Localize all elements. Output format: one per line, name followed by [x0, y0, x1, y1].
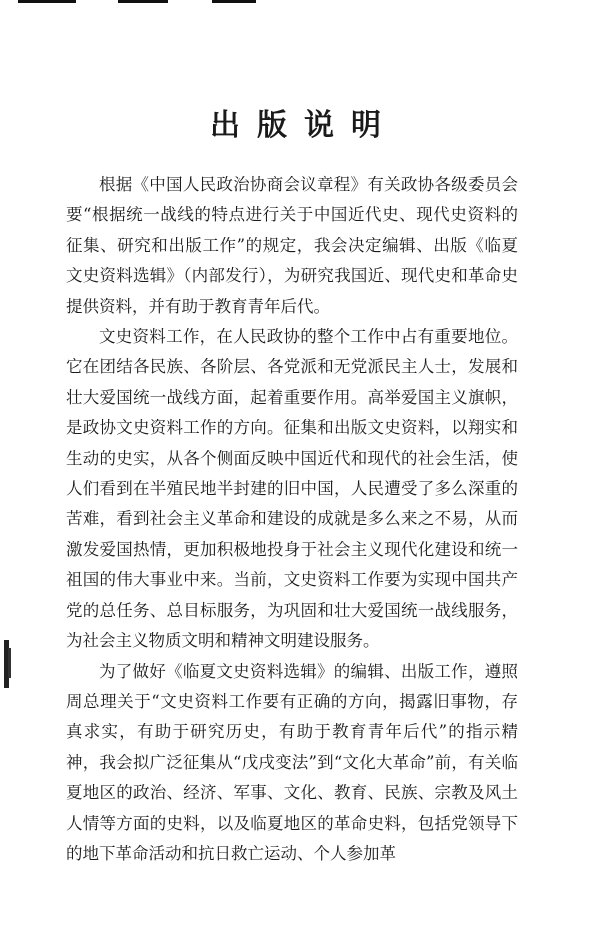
scan-edge-mark	[8, 648, 11, 678]
page-title: 出版说明	[210, 108, 398, 143]
top-rule	[18, 0, 76, 3]
top-rule	[212, 0, 256, 3]
paragraph-3: 为了做好《临夏文史资料选辑》的编辑、出版工作，遵照周总理关于“文史资料工作要有正确的方向，揭露旧事物，存真求实，有助于研究历史，有助于教育青年后代”的指示精神，我会拟广泛征集从“戊戌变法”到“文化大革命”前，有关临夏地区的政治、经济、军事、文化、教育、民族、宗教及风土人情等方面的史料，以及临夏地区的革命史料，包括党领导下的地下革命活动和抗日救亡运动、个人参加革	[66, 661, 518, 863]
top-rule	[118, 0, 168, 3]
body-text	[66, 170, 518, 869]
paragraph-1: 根据《中国人民政治协商会议章程》有关政协各级委员会要“根据统一战线的特点进行关于中国近代史、现代史资料的征集、研究和出版工作”的规定，我会决定编辑、出版《临夏文史资料选辑》（内部发行），为研究我国近、现代史和革命史提供资料，并有助于教育青年后代。	[66, 175, 518, 316]
paragraph-2: 文史资料工作，在人民政协的整个工作中占有重要地位。它在团结各民族、各阶层、各党派和无党派民主人士，发展和壮大爱国统一战线方面，起着重要作用。高举爱国主义旗帜，是政协文史资料工作的方向。征集和出版文史资料，以翔实和生动的史实，从各个侧面反映中国近代和现代的社会生活，使人们看到在半殖民地半封建的旧中国，人民遭受了多么深重的苦难，看到社会主义革命和建设的成就是多么来之不易，从而激发爱国热情，更加积极地投身于社会主义现代化建设和统一祖国的伟大事业中来。当前，文史资料工作要为实现中国共产党的总任务、总目标服务，为巩固和壮大爱国统一战线服务，为社会主义物质文明和精神文明建设服务。	[66, 327, 518, 651]
